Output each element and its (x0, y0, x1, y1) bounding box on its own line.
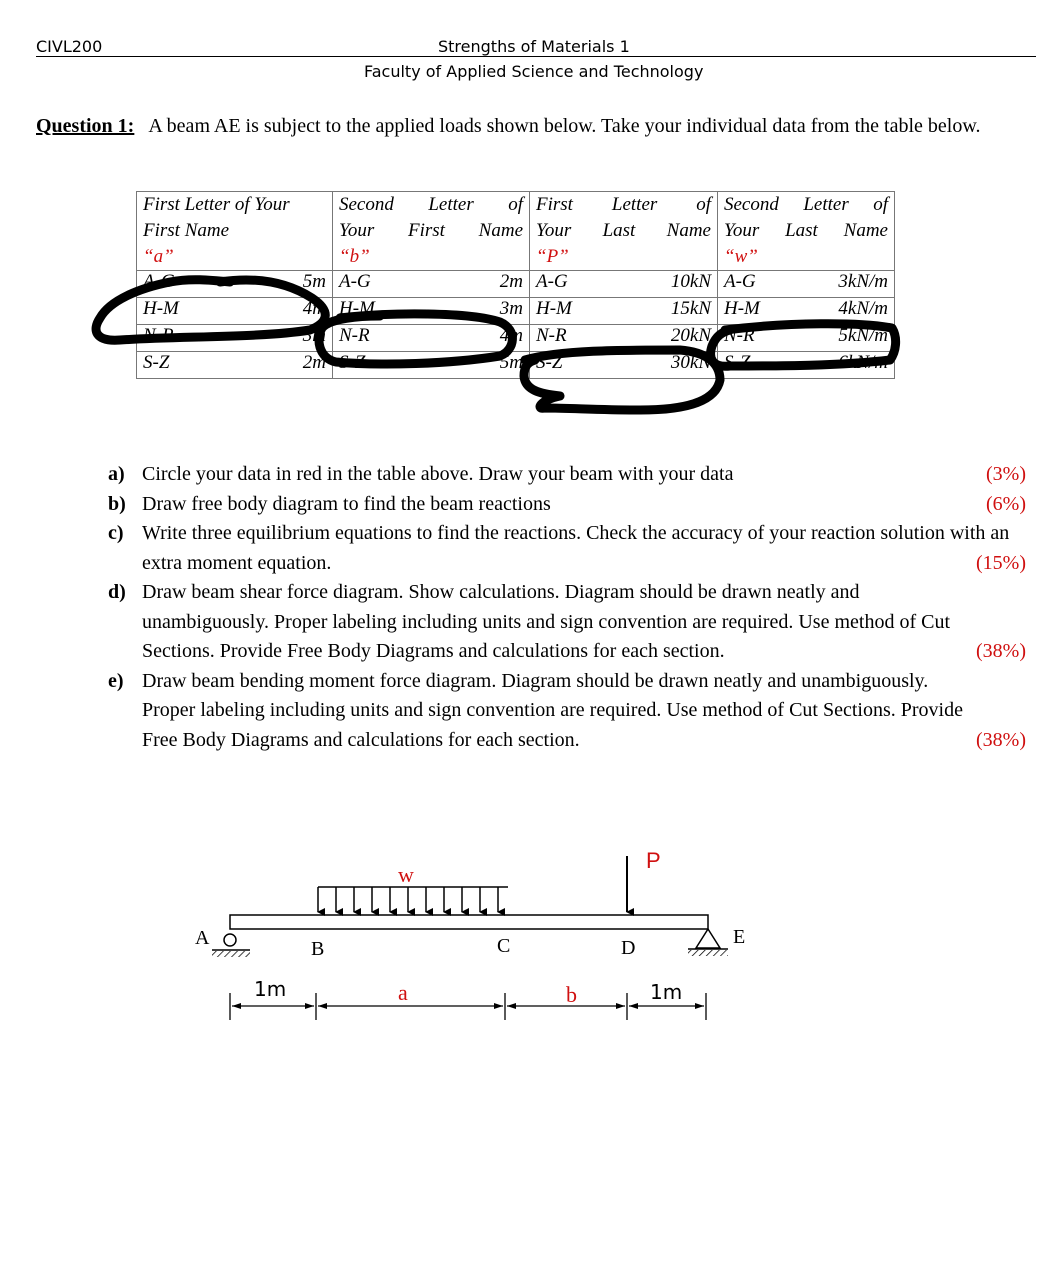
roller-support-a (212, 934, 250, 957)
header-cell-a: First Letter of Your First Name “a” (137, 192, 333, 271)
header-cell-p: First Letter of Your Last Name “P” (530, 192, 718, 271)
table-cell: N-R 4m (333, 325, 530, 352)
task-d: d) Draw beam shear force diagram. Show calculations. Diagram should be drawn neatly and unambiguously. Proper labeling including units and sign convention are required. Use method of Cut Sections. Provide Free Body Diagrams and calculations for each section. (38%) (108, 581, 1026, 662)
task-c: c) Write three equilibrium equations to find the reactions. Check the accuracy of your reaction solution with an extra moment equation. (15%) (108, 522, 1026, 574)
table-cell: H-M 4kN/m (718, 298, 895, 325)
question-label: Question 1: (36, 115, 135, 137)
point-e-label: E (733, 926, 746, 948)
table-cell: A-G 3kN/m (718, 271, 895, 298)
load-w-label: w (398, 862, 414, 887)
beam-body (230, 915, 708, 929)
table-cell: H-M 15kN (530, 298, 718, 325)
question-text: A beam AE is subject to the applied loads shown below. Take your individual data from the table below. (148, 115, 981, 137)
dim-ab-label: 1m (254, 977, 287, 1001)
dim-de-label: 1m (650, 980, 683, 1004)
table-cell: H-M 4m (137, 298, 333, 325)
point-b-label: B (311, 938, 325, 960)
point-a-label: A (195, 927, 210, 949)
table-cell: A-G 2m (333, 271, 530, 298)
table-cell: S-Z 6kN/m (718, 352, 895, 379)
dimension-lines (230, 993, 706, 1020)
table-cell: A-G 5m (137, 271, 333, 298)
point-c-label: C (497, 935, 511, 957)
table-cell: H-M 3m (333, 298, 530, 325)
table-cell: A-G 10kN (530, 271, 718, 298)
table-cell: N-R 3m (137, 325, 333, 352)
table-cell: N-R 5kN/m (718, 325, 895, 352)
table-cell: S-Z 2m (137, 352, 333, 379)
distributed-load-w (318, 887, 508, 912)
course-code: CIVL200 (36, 37, 103, 56)
header-cell-b: Second Letter of Your First Name “b” (333, 192, 530, 271)
pin-support-e (688, 929, 728, 956)
point-d-label: D (621, 937, 636, 959)
table-cell: N-R 20kN (530, 325, 718, 352)
faculty-name: Faculty of Applied Science and Technology (364, 62, 704, 81)
table-cell: S-Z 5m (333, 352, 530, 379)
task-e: e) Draw beam bending moment force diagram. Diagram should be drawn neatly and unambiguously. Proper labeling including units and sign convention are required. Use method of Cut Sections. Provide Free Body Diagrams and calculations for each section. (38%) (108, 669, 1026, 751)
task-b: b) (6%) Draw free body diagram to find the beam reactions (108, 492, 1026, 515)
table-cell: S-Z 30kN (530, 352, 718, 379)
header-cell-w: Second Letter of Your Last Name “w” (718, 192, 895, 271)
task-a: a) (3%) Circle your data in red in the table above. Draw your beam with your data (108, 463, 1026, 485)
dim-cd-label: b (566, 982, 577, 1007)
dim-bc-label: a (398, 980, 408, 1005)
course-title: Strengths of Materials 1 (438, 37, 630, 56)
load-p-label: P (646, 848, 661, 873)
